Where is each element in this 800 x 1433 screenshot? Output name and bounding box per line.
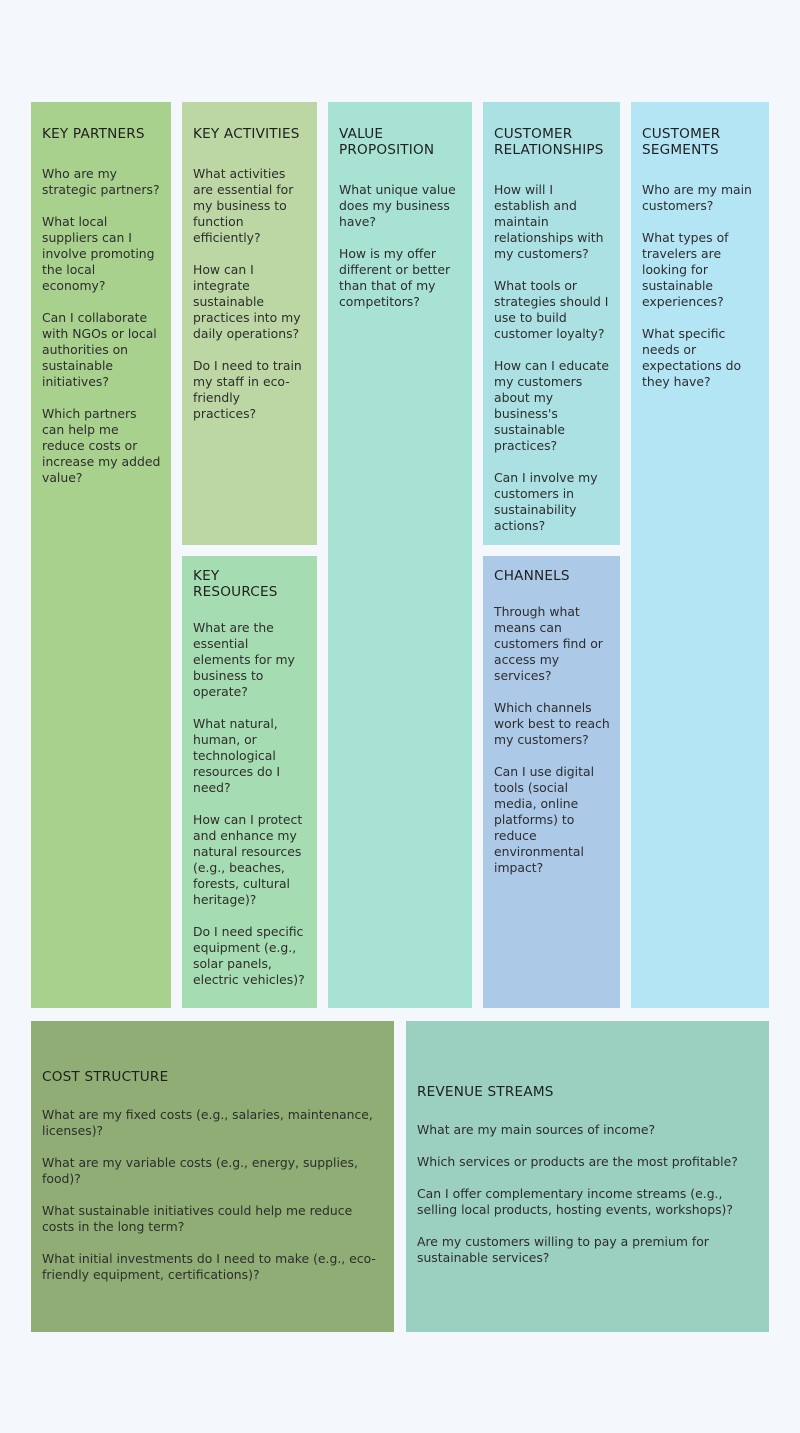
value-proposition-question: What unique value does my business have? <box>339 182 456 229</box>
key-resources-question: How can I protect and enhance my natural resources (e.g., beaches, forests, cultural heritage)? <box>193 812 303 907</box>
key-activities-question: What activities are essential for my business to function efficiently? <box>193 166 294 245</box>
cost-structure-title: COST STRUCTURE <box>42 1069 169 1085</box>
key-partners-block <box>31 102 171 1008</box>
cost-structure-question: What sustainable initiatives could help me reduce costs in the long term? <box>42 1203 353 1234</box>
customer-relationships-title: CUSTOMER RELATIONSHIPS <box>494 126 604 158</box>
key-resources-block <box>182 556 317 1008</box>
customer-relationships-question: How can I educate my customers about my business's sustainable practices? <box>494 358 609 453</box>
cost-structure-block <box>31 1021 394 1332</box>
key-resources-question: What natural, human, or technological resources do I need? <box>193 716 281 795</box>
channels-title: CHANNELS <box>494 568 570 584</box>
customer-relationships-question: Can I involve my customers in sustainability actions? <box>494 470 598 533</box>
key-partners-question: Who are my strategic partners? <box>42 166 160 197</box>
customer-segments-question: What types of travelers are looking for sustainable experiences? <box>642 230 729 309</box>
channels-question: Through what means can customers find or access my services? <box>494 604 603 683</box>
key-partners-question: Can I collaborate with NGOs or local authorities on sustainable initiatives? <box>42 310 157 389</box>
customer-relationships-question: What tools or strategies should I use to build customer loyalty? <box>494 278 609 341</box>
customer-relationships-question: How will I establish and maintain relationships with my customers? <box>494 182 604 261</box>
customer-segments-question: Who are my main customers? <box>642 182 752 213</box>
channels-question: Which channels work best to reach my customers? <box>494 700 610 747</box>
value-proposition-block <box>328 102 472 1008</box>
customer-segments-question: What specific needs or expectations do they have? <box>642 326 742 389</box>
key-activities-question: How can I integrate sustainable practices into my daily operations? <box>193 262 301 341</box>
value-proposition-title: VALUE PROPOSITION <box>339 126 435 158</box>
revenue-streams-question: Are my customers willing to pay a premium for sustainable services? <box>417 1234 709 1265</box>
key-partners-question: What local suppliers can I involve promoting the local economy? <box>42 214 155 293</box>
customer-segments-title: CUSTOMER SEGMENTS <box>642 126 721 158</box>
revenue-streams-question: Which services or products are the most profitable? <box>417 1154 738 1169</box>
value-proposition-question: How is my offer different or better than that of my competitors? <box>339 246 451 309</box>
revenue-streams-question: Can I offer complementary income streams (e.g., selling local products, hosting events, workshops)? <box>417 1186 733 1217</box>
cost-structure-question: What are my variable costs (e.g., energy, supplies, food)? <box>42 1155 358 1186</box>
customer-relationships-block <box>483 102 620 545</box>
key-activities-title: KEY ACTIVITIES <box>193 126 300 142</box>
revenue-streams-question: What are my main sources of income? <box>417 1122 656 1137</box>
key-resources-question: What are the essential elements for my business to operate? <box>193 620 295 699</box>
customer-segments-block <box>631 102 769 1008</box>
channels-question: Can I use digital tools (social media, online platforms) to reduce environmental impact? <box>494 764 595 875</box>
channels-block <box>483 556 620 1008</box>
cost-structure-question: What are my fixed costs (e.g., salaries, maintenance, licenses)? <box>42 1107 373 1138</box>
revenue-streams-title: REVENUE STREAMS <box>417 1084 554 1100</box>
key-resources-question: Do I need specific equipment (e.g., solar panels, electric vehicles)? <box>193 924 305 987</box>
key-activities-question: Do I need to train my staff in eco-friendly practices? <box>193 358 302 421</box>
key-partners-question: Which partners can help me reduce costs or increase my added value? <box>42 406 161 485</box>
key-partners-title: KEY PARTNERS <box>42 126 145 142</box>
cost-structure-question: What initial investments do I need to make (e.g., eco-friendly equipment, certifications)? <box>42 1251 376 1282</box>
key-activities-block <box>182 102 317 545</box>
revenue-streams-block <box>406 1021 769 1332</box>
key-resources-title: KEY RESOURCES <box>193 568 278 600</box>
